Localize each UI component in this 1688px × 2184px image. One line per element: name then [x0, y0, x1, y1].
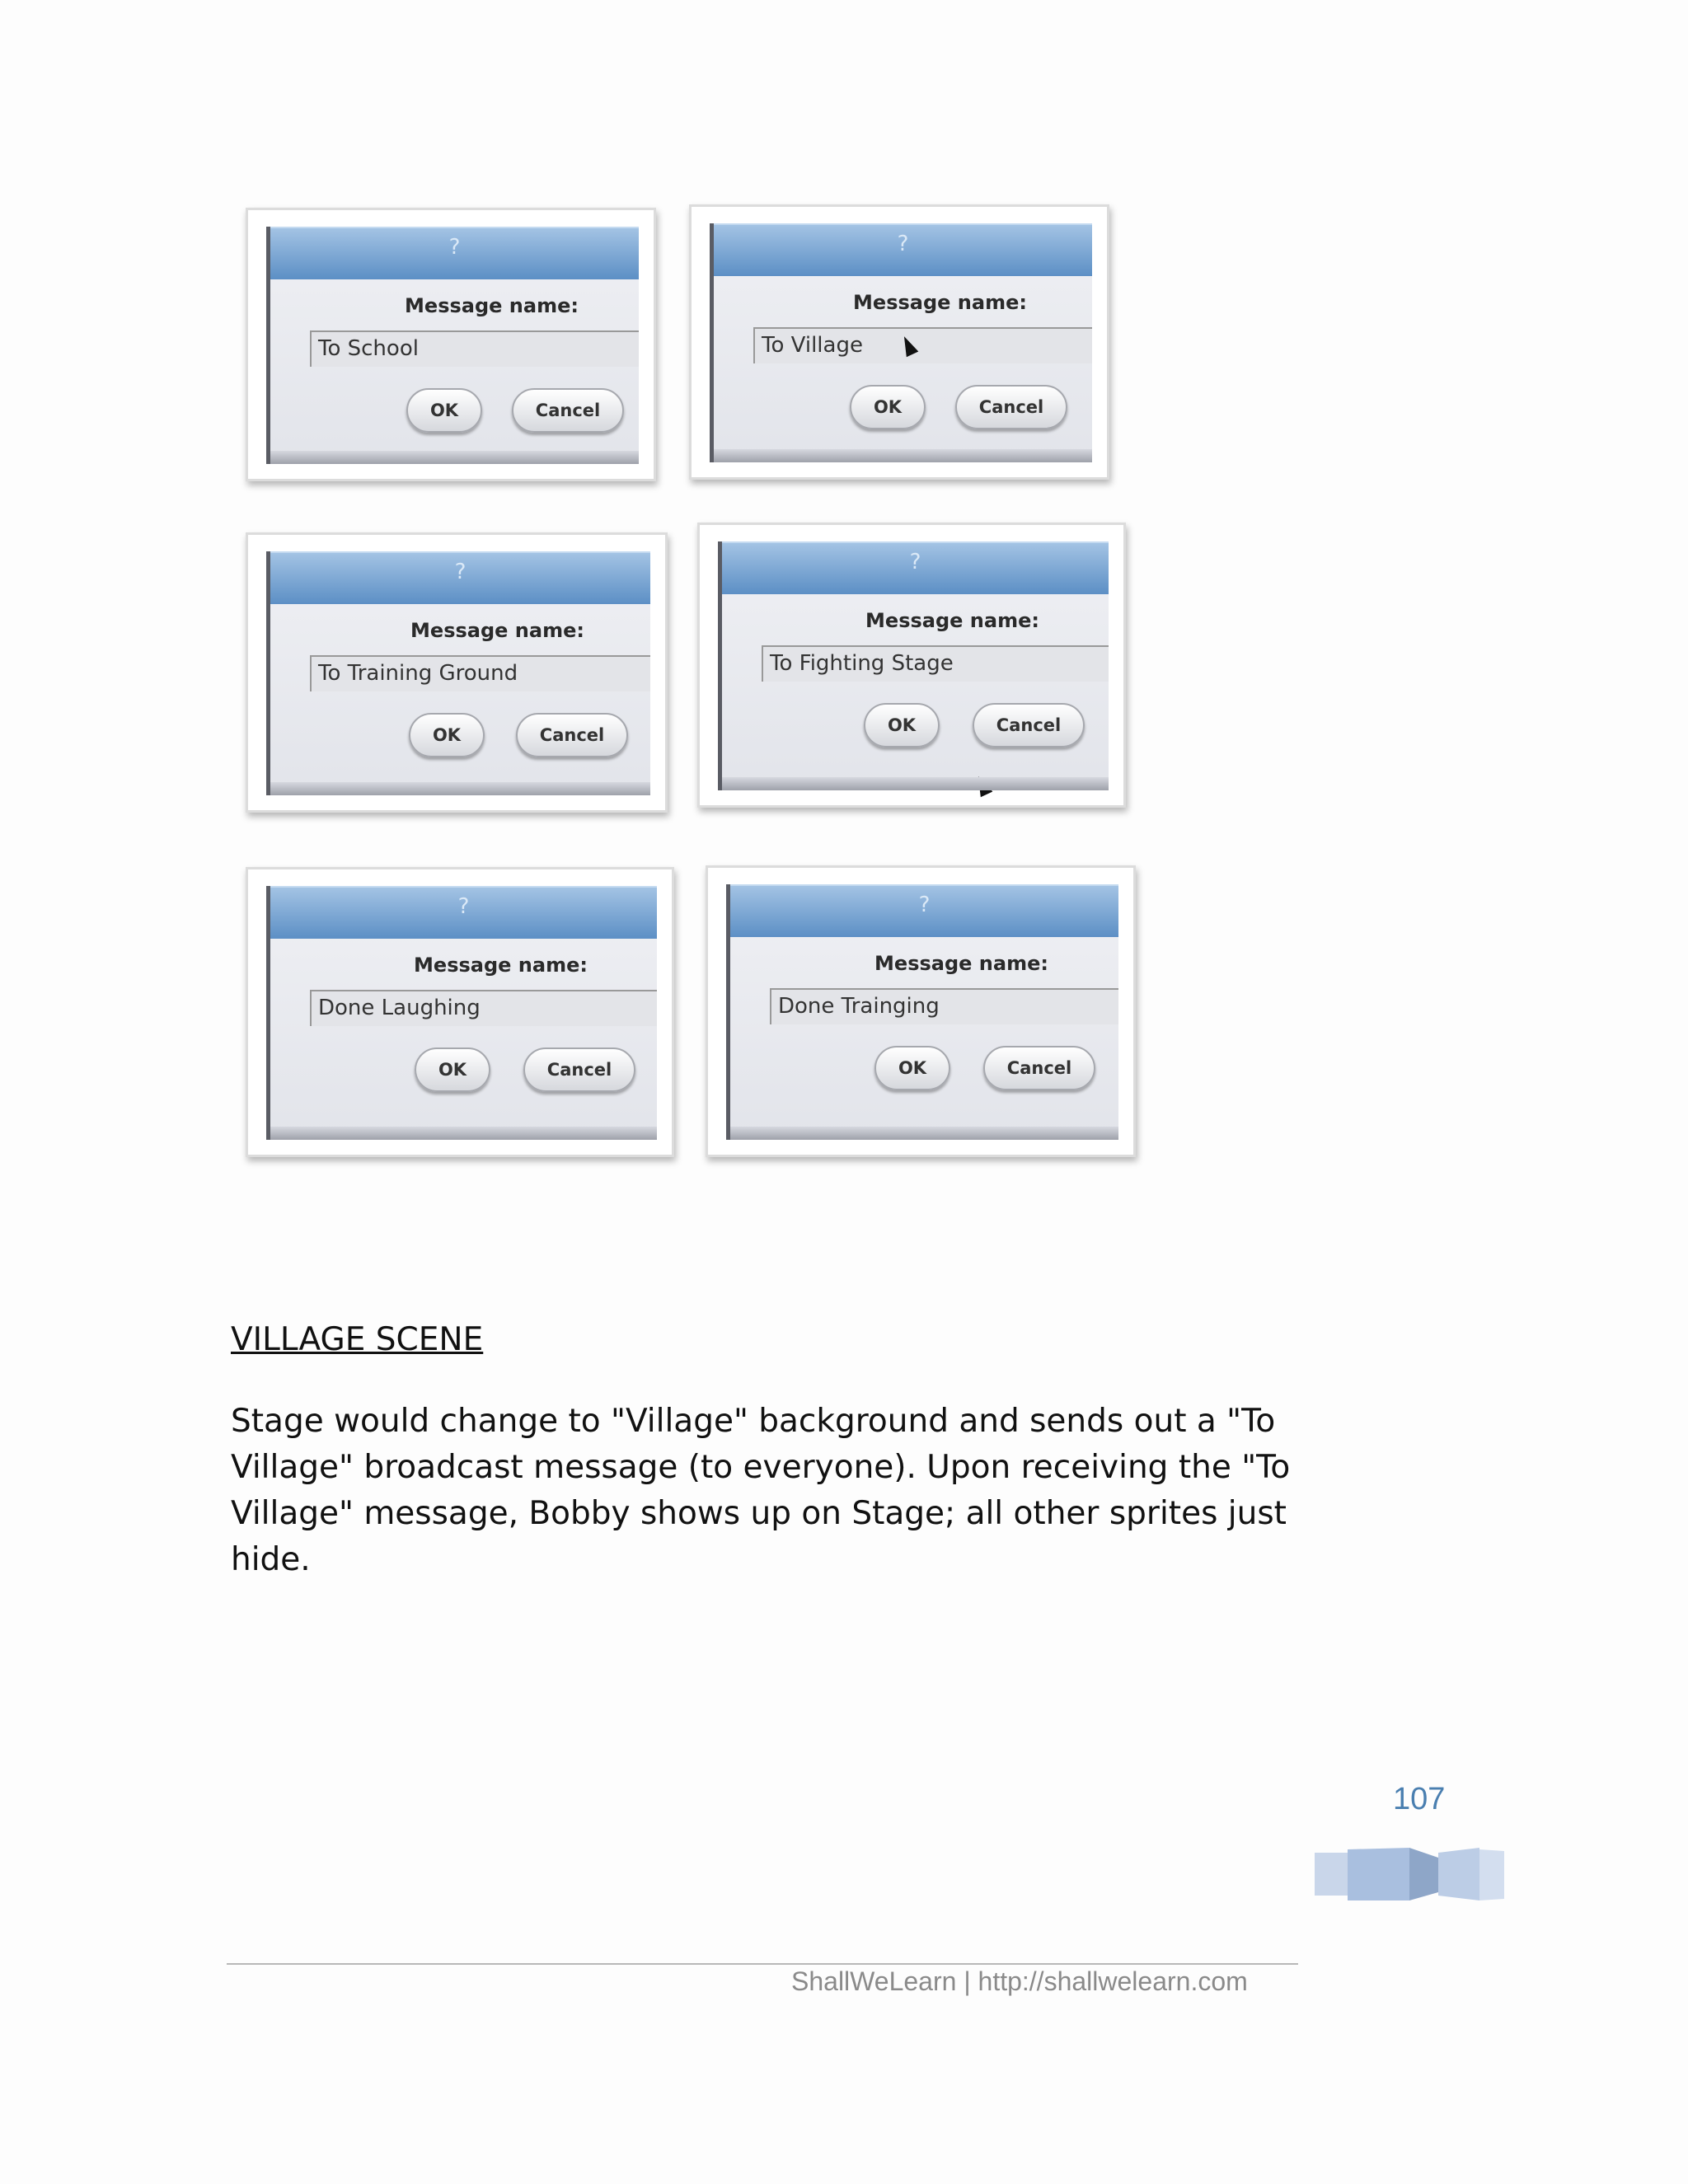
message-name-input[interactable]: Done Laughing: [310, 990, 657, 1026]
dialog-title-bar: [270, 227, 639, 279]
cancel-button[interactable]: Cancel: [516, 713, 628, 757]
cancel-button[interactable]: Cancel: [983, 1046, 1095, 1090]
footer-text: ShallWeLearn | http://shallwelearn.com: [791, 1966, 1248, 1996]
dialog-screenshot-4: [697, 523, 1126, 808]
ok-button[interactable]: OK: [406, 388, 482, 433]
dialog-screenshot-6: [706, 865, 1136, 1157]
message-name-label: Message name:: [414, 954, 588, 977]
message-name-dialog: [726, 884, 1118, 1140]
dialog-title-bar: [270, 551, 650, 604]
cancel-button[interactable]: Cancel: [512, 388, 624, 433]
dialog-title-bar: [270, 886, 657, 939]
cancel-button[interactable]: Cancel: [523, 1047, 635, 1092]
dialog-screenshot-2: [689, 204, 1109, 480]
message-name-label: Message name:: [874, 952, 1048, 975]
ok-button[interactable]: OK: [415, 1047, 490, 1092]
message-name-dialog: [718, 541, 1109, 790]
message-name-input[interactable]: Done Trainging: [770, 988, 1118, 1024]
footer-divider: [227, 1963, 1298, 1965]
page-number: 107: [1393, 1782, 1446, 1816]
dialog-title-bar: [730, 884, 1118, 937]
ok-button[interactable]: OK: [850, 385, 926, 429]
message-name-input[interactable]: To School: [310, 330, 639, 367]
message-name-dialog: [266, 551, 650, 795]
dialog-screenshot-5: [246, 867, 674, 1157]
message-name-input[interactable]: To Fighting Stage: [762, 645, 1109, 682]
message-name-label: Message name:: [405, 294, 579, 317]
dialog-title: ?: [457, 894, 470, 919]
section-paragraph: Stage would change to "Village" background and sends out a "To Village" broadcast message (to everyone). Upon receiving the "To Village" message, Bobby shows up on Stage; all other sprites just hide.: [231, 1403, 1291, 1578]
dialog-title: ?: [918, 893, 931, 917]
message-name-label: Message name:: [410, 619, 584, 642]
dialog-screenshot-1: [246, 208, 656, 481]
mouse-cursor-icon: [973, 774, 993, 798]
dialog-title: ?: [909, 550, 921, 574]
message-name-input[interactable]: To Village: [753, 327, 1092, 363]
ok-button[interactable]: OK: [874, 1046, 950, 1090]
ok-button[interactable]: OK: [409, 713, 485, 757]
dialog-title-bar: [714, 223, 1092, 276]
page-number-decoration-icon: [1315, 1846, 1504, 1904]
message-name-label: Message name:: [865, 609, 1039, 632]
dialog-screenshot-3: [246, 532, 668, 813]
ok-button[interactable]: OK: [864, 703, 940, 748]
cancel-button[interactable]: Cancel: [973, 703, 1085, 748]
message-name-label: Message name:: [853, 291, 1027, 314]
dialog-title: ?: [448, 235, 461, 260]
dialog-title: ?: [897, 232, 909, 256]
dialog-title: ?: [454, 560, 467, 584]
message-name-input[interactable]: To Training Ground: [310, 655, 650, 691]
message-name-dialog: [266, 227, 639, 464]
cancel-button[interactable]: Cancel: [955, 385, 1067, 429]
message-name-dialog: [710, 223, 1092, 462]
message-name-dialog: [266, 886, 657, 1140]
section-heading: VILLAGE SCENE: [231, 1321, 484, 1358]
dialog-title-bar: [722, 541, 1109, 594]
